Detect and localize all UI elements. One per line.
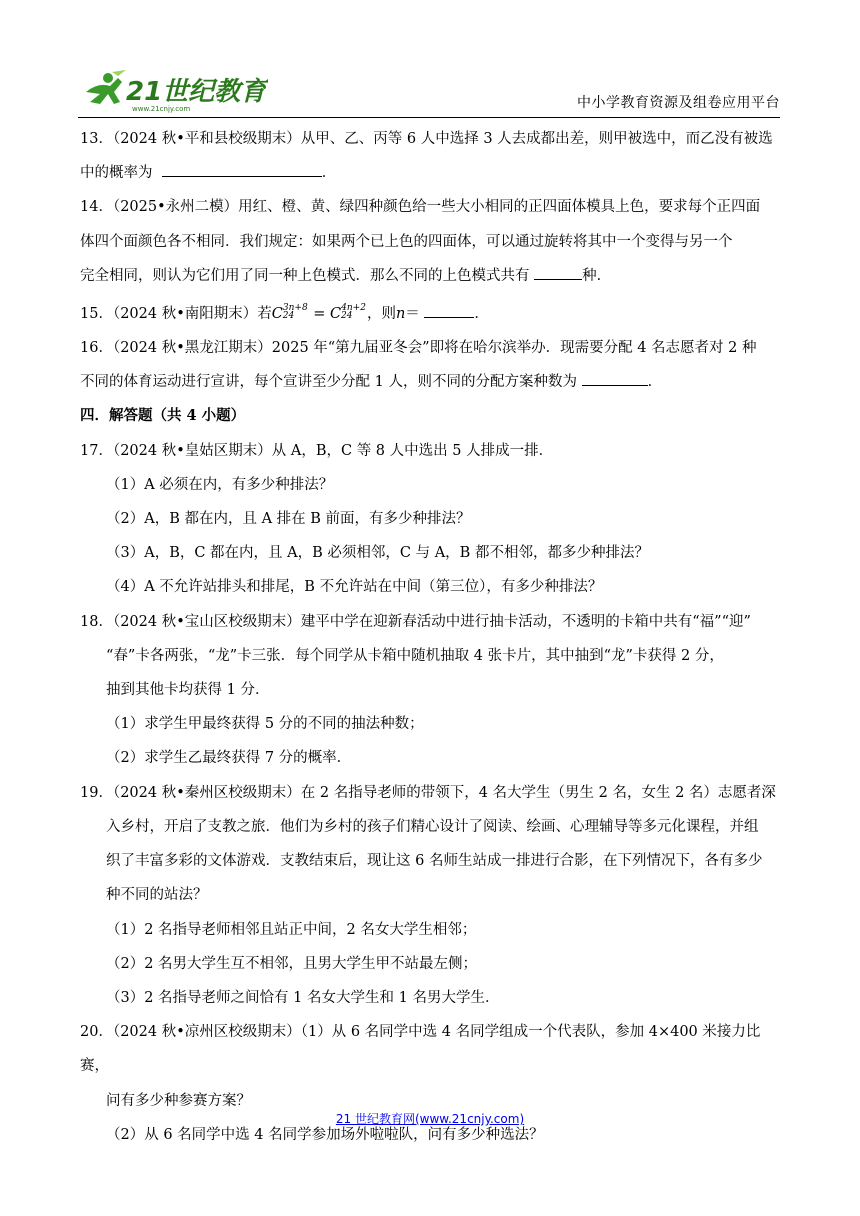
- document-body: [80, 122, 782, 1152]
- q19-sub2: （2）2 名男大学生互不相邻，且男大学生甲不站最左侧；: [106, 955, 478, 972]
- q15-line: 15．（2024 秋•南阳期末）若$C^{3n+8}$ 24 = $C^{4n+2}$ 24 ，则n＝ ．: [80, 293, 782, 331]
- header-divider: [78, 117, 780, 118]
- q14-line3: 完全相同，则认为它们用了同一种上色模式．那么不同的上色模式共有 种．: [80, 259, 782, 293]
- q18-line2: “春”卡各两张，“龙”卡三张．每个同学从卡箱中随机抽取 4 张卡片，其中抽到“龙”卡获得 2 分，: [106, 647, 724, 664]
- q19-line1: 19．（2024 秋•秦州区校级期末）在 2 名指导老师的带领下，4 名大学生（男生 2 名，女生 2 名）志愿者深: [80, 784, 776, 801]
- q19-line3: 织了丰富多彩的文体游戏．支教结束后，现让这 6 名师生站成一排进行合影，在下列情况下，各有多少: [106, 853, 763, 870]
- combination-expr: $C^{3n+8}$ 24: [271, 303, 308, 322]
- answer-blank: [582, 367, 648, 386]
- answer-blank: [424, 299, 474, 318]
- q14-line2: 体四个面颜色各不相同．我们规定：如果两个已上色的四面体，可以通过旋转将其中一个变得与另一个: [80, 233, 733, 250]
- svg-text:www.21cnjy.com: www.21cnjy.com: [132, 105, 191, 113]
- footer-link[interactable]: 21 世纪教育网(www.21cnjy.com): [335, 1112, 525, 1126]
- q13-line1: 13．（2024 秋•平和县校级期末）从甲、乙、丙等 6 人中选择 3 人去成都出差，则甲被选中，而乙没有被选: [80, 131, 773, 147]
- q20-line1: 20．（2024 秋•凉州区校级期末）（1）从 6 名同学中选 4 名同学组成一个代表队，参加 4×400 米接力比赛，: [80, 1024, 761, 1075]
- q18-sub2: （2）求学生乙最终获得 7 分的概率．: [106, 750, 352, 767]
- q17-sub2: （2）A，B 都在内，且 A 排在 B 前面，有多少种排法？: [106, 511, 471, 528]
- q14-line1: 14．（2025•永州二模）用红、橙、黄、绿四种颜色给一些大小相同的正四面体模具上色，要求每个正四面: [80, 199, 761, 216]
- page-header: [78, 68, 780, 116]
- combination-expr: $C^{4n+2}$ 24: [330, 303, 366, 322]
- answer-blank: [162, 158, 322, 177]
- q19-sub3: （3）2 名指导老师之间恰有 1 名女大学生和 1 名男大学生．: [106, 989, 500, 1006]
- section-heading: 四．解答题（共 4 小题）: [80, 407, 246, 425]
- q20-line2: 问有多少种参赛方案？: [106, 1092, 251, 1109]
- q19-line2: 入乡村，开启了支教之旅．他们为乡村的孩子们精心设计了阅读、绘画、心理辅导等多元化课程，并组: [106, 818, 759, 835]
- runner-logo-icon: [78, 68, 268, 114]
- logo: [78, 68, 268, 114]
- platform-title: 中小学教育资源及组卷应用平台: [577, 95, 780, 111]
- q16-line1: 16．（2024 秋•黑龙江期末）2025 年“第九届亚冬会”即将在哈尔滨举办．现需要分配 4 名志愿者对 2 种: [80, 340, 757, 357]
- q13-line2: 中的概率为 ．: [80, 156, 782, 190]
- q19-sub1: （1）2 名指导老师相邻且站正中间，2 名女大学生相邻；: [106, 921, 477, 938]
- q17-sub4: （4）A 不允许站排头和排尾，B 不允许站在中间（第三位），有多少种排法？: [106, 579, 603, 596]
- q17-head: 17．（2024 秋•皇姑区期末）从 A，B，C 等 8 人中选出 5 人排成一排．: [80, 442, 554, 459]
- q17-sub1: （1）A 必须在内，有多少种排法？: [106, 476, 334, 493]
- q20-sub2: （2）从 6 名同学中选 4 名同学参加场外啦啦队，问有多少种选法？: [106, 1126, 544, 1143]
- svg-text:21世纪教育: 21世纪教育: [126, 77, 267, 107]
- q18-line1: 18．（2024 秋•宝山区校级期末）建平中学在迎新春活动中进行抽卡活动，不透明的卡箱中共有“福”“迎”: [80, 613, 751, 630]
- q19-line4: 种不同的站法？: [106, 887, 208, 904]
- q18-line3: 抽到其他卡均获得 1 分．: [106, 682, 270, 699]
- q18-sub1: （1）求学生甲最终获得 5 分的不同的抽法种数；: [106, 716, 424, 733]
- q16-line2: 不同的体育运动进行宣讲，每个宣讲至少分配 1 人，则不同的分配方案种数为 ．: [80, 365, 782, 399]
- q17-sub3: （3）A，B，C 都在内，且 A，B 必须相邻，C 与 A，B 都不相邻，都多少种排法？: [106, 545, 649, 562]
- answer-blank: [534, 261, 582, 280]
